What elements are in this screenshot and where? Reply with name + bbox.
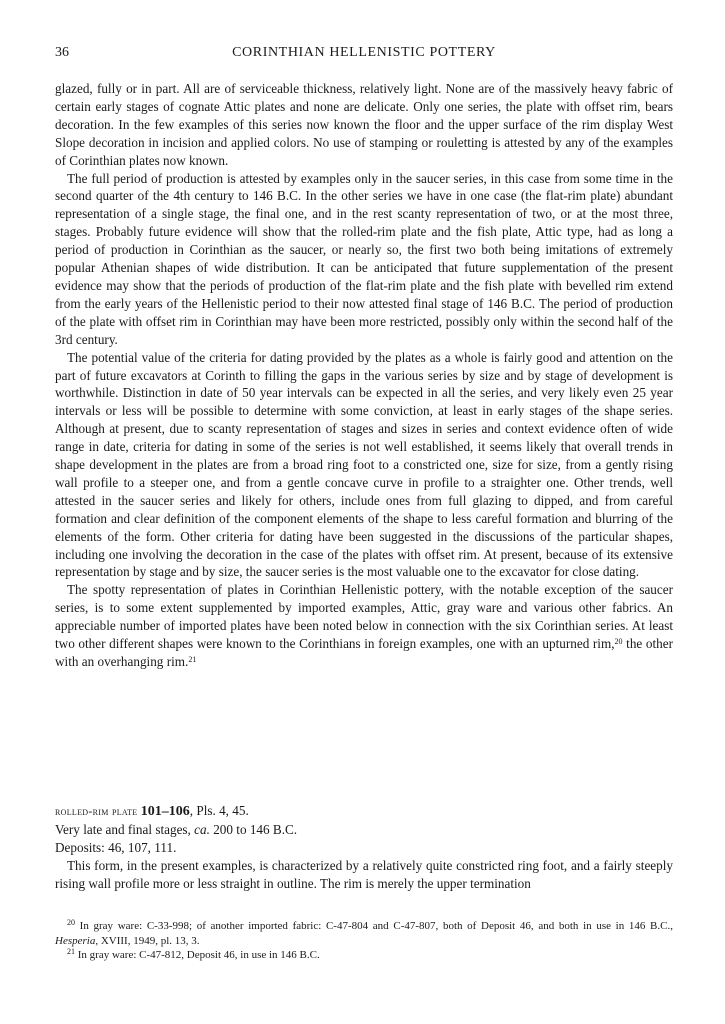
footnotes — [55, 919, 673, 963]
journal-title: Hesperia — [55, 934, 96, 947]
paragraph-text: The spotty representation of plates in Corinthian Hellenistic pottery, with the notable exception of the saucer series, is to some extent supplemented by imported examples, Attic, gray ware and various other fabrics. An appreciable number of imported plates have been noted below in connection with the six Corinthian series. At least two other different shapes were known to the Corinthians in foreign examples, one with an upturned rim, — [55, 582, 673, 652]
footnote-21 — [55, 948, 673, 963]
page-body — [55, 45, 673, 671]
stage-dates-range: 200 to 146 B.C. — [209, 821, 298, 837]
plate-references: , Pls. 4, 45. — [189, 803, 249, 818]
section-heading-title: rolled-rim plate — [55, 804, 138, 818]
stage-dates-text: Very late and final stages, — [55, 821, 195, 837]
paragraph-imported-plates — [55, 581, 673, 671]
footnote-number: 20 — [67, 918, 75, 927]
paragraph-continued: glazed, fully or in part. All are of serviceable thickness, relatively light. None are of the massively heavy fabric of certain early stages of cognate Attic plates and none are delicate. Only one series, the plate with offset rim, bears decoration. In the few examples of this series now known the floor and the upper surface of the rim display West Slope decoration in incision and applied colors. No use of stamping or rouletting is attested by any of the examples of Corinthian plates now known. — [55, 81, 673, 168]
catalogue-numbers: 101–106 — [140, 804, 190, 819]
footnote-ref-21[interactable]: 21 — [188, 655, 197, 664]
deposits-line: Deposits: 46, 107, 111. — [55, 839, 177, 855]
footnote-text: In gray ware: C-33-998; of another imported fabric: C-47-804 and C-47-807, both of Deposit 46, and both in use in 146 B.C., — [79, 920, 673, 932]
circa-abbrev: ca. — [194, 821, 210, 837]
page-header — [55, 45, 673, 67]
footnote-number: 21 — [67, 947, 75, 956]
footnote-ref-20[interactable]: 20 — [614, 637, 623, 647]
page-number: 36 — [55, 45, 69, 60]
paragraph-production-period: The full period of production is attested by examples only in the saucer series, in this case from some time in the second quarter of the 4th century to 146 B.C. In the other series we have in one case (the flat-rim plate) abundant representation of a single stage, the final one, and in the rest scanty representation of two, or at the most three, stages. Probably future evidence will show that the rolled-rim plate and the fish plate, Attic type, had as long a period of production in Corinthian as the saucer, or nearly so, the first two both being imitations of extremely popular Athenian shapes of wide distribution. It can be anticipated that future supplementation of the present evidence may show that the periods of production of the flat-rim plate and the fish plate with bevelled rim extend from the early years of the Hellenistic period to their now attested final stage of 146 B.C. The period of production of the plate with offset rim in Corinthian may have been more restricted, possibly only within the second half of the 3rd century. — [55, 170, 673, 347]
section-heading — [55, 802, 673, 821]
section-rolled-rim-plate — [55, 802, 673, 893]
footnote-20 — [55, 919, 673, 948]
paragraph-dating-criteria: The potential value of the criteria for dating provided by the plates as a whole is fairly good and attention on the part of future excavators at Corinth to filling the gaps in the various series by size and by stage of development is worthwhile. Distinction in date of 50 year intervals can be expected in all the series, and very likely even 25 year intervals or less will be possible to determine with some conviction, at least in early stages of the shape series. Although at present, due to scanty representation of stages and sizes in series and context evidence often of wide range in date, criteria for dating in some of the series is not well established, it seems likely that overall trends in shape development in the plates are from a broad ring foot to a constricted one, size for size, from a gently rising wall profile to a steeper one, and from a gentle concave curve in profile to a straighter one. Other trends, well attested in the saucer series and likely for others, include ones from full glazing to dipped, and from careful formation and clear definition of the component elements of the shape to less careful formation and blurring of the elements of the form. Other criteria for dating have been suggested in the discussions of the particular shapes, including one involving the decoration in the case of the plates with offset rim. At present, because of its extensive representation by stage and by size, the saucer series is the most valuable one to the excavator for close dating. — [55, 349, 673, 580]
running-title: CORINTHIAN HELLENISTIC POTTERY — [232, 45, 496, 60]
footnote-text-end: , XVIII, 1949, pl. 13, 3. — [95, 934, 200, 947]
paragraph-text-continued: the other with an overhanging rim. — [55, 636, 673, 669]
stage-dates — [55, 821, 673, 839]
section-paragraph: This form, in the present examples, is characterized by a relatively quite constricted ring foot, and a fairly steeply rising wall profile more or less straight in outline. The rim is merely the upper termination — [55, 857, 673, 891]
main-text — [55, 80, 673, 671]
footnote-text: In gray ware: C-47-812, Deposit 46, in use in 146 B.C. — [77, 949, 320, 961]
